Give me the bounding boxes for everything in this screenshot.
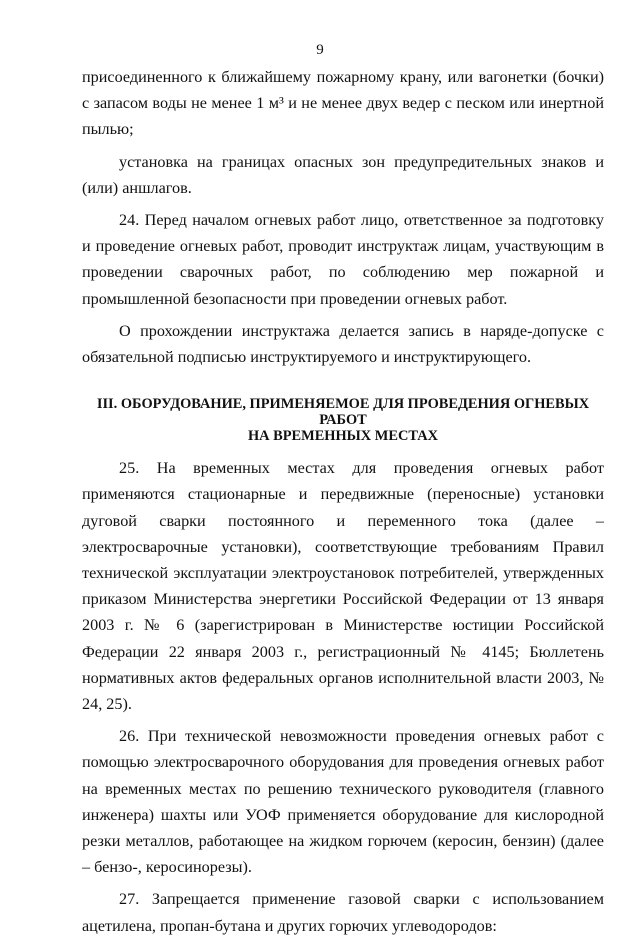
paragraph-item-24: 24. Перед началом огневых работ лицо, ответственное за подготовку и проведение огневых работ, проводит инструктаж лицам, участвующим в проведении сварочных работ, по соблюдению мер пожарной и промышленной безопасности при проведении огневых работ. (82, 211, 604, 308)
paragraph-item-26: 26. При технической невозможности проведения огневых работ с помощью электросварочного оборудования для проведения огневых работ на временных местах по решению технического руководителя (главного инженера) шахты или УОФ применяется оборудование для кислородной резки металлов, работающее на жидком горючем (керосин, бензин) (далее – бензо-, керосинорезы). (82, 727, 604, 877)
paragraph-briefing-record: О прохождении инструктажа делается запись в наряде-допуске с обязательной подписью инструктируемого и инструктирующего. (82, 321, 604, 367)
paragraph-item-25: 25. На временных местах для проведения огневых работ применяются стационарные и передвижные (переносные) установки дуговой сварки постоянного и переменного тока (далее – электросварочные установки), соответствующие требованиям Правил технической эксплуатации электроустановок потребителей, утвержденных приказом Министерства энергетики Российской Федерации от 13 января 2003 г. № 6 (зарегистрирован в Министерстве юстиции Российской Федерации 22 января 2003 г., регистрационный № 4145; Бюллетень нормативных актов федеральных органов исполнительной власти 2003, № 24, 25). (82, 459, 604, 714)
document-body (82, 64, 604, 939)
section-heading-line-2: НА ВРЕМЕННЫХ МЕСТАХ (247, 428, 439, 445)
page-number: 9 (316, 42, 324, 58)
section-heading (82, 396, 604, 444)
paragraph-item-27: 27. Запрещается применение газовой сварки с использованием ацетилена, пропан-бутана и других горючих углеводородов: (82, 890, 604, 935)
paragraph-water-supply: присоединенного к ближайшему пожарному крану, или вагонетки (бочки) с запасом воды не менее 1 м³ и не менее двух ведер с песком или инертной пылью; (82, 68, 604, 139)
paragraph-warning-signs: установка на границах опасных зон предупредительных знаков и (или) аншлагов. (82, 152, 604, 197)
section-heading-line-1: III. ОБОРУДОВАНИЕ, ПРИМЕНЯЕМОЕ ДЛЯ ПРОВЕДЕНИЯ ОГНЕВЫХ РАБОТ (96, 396, 590, 429)
